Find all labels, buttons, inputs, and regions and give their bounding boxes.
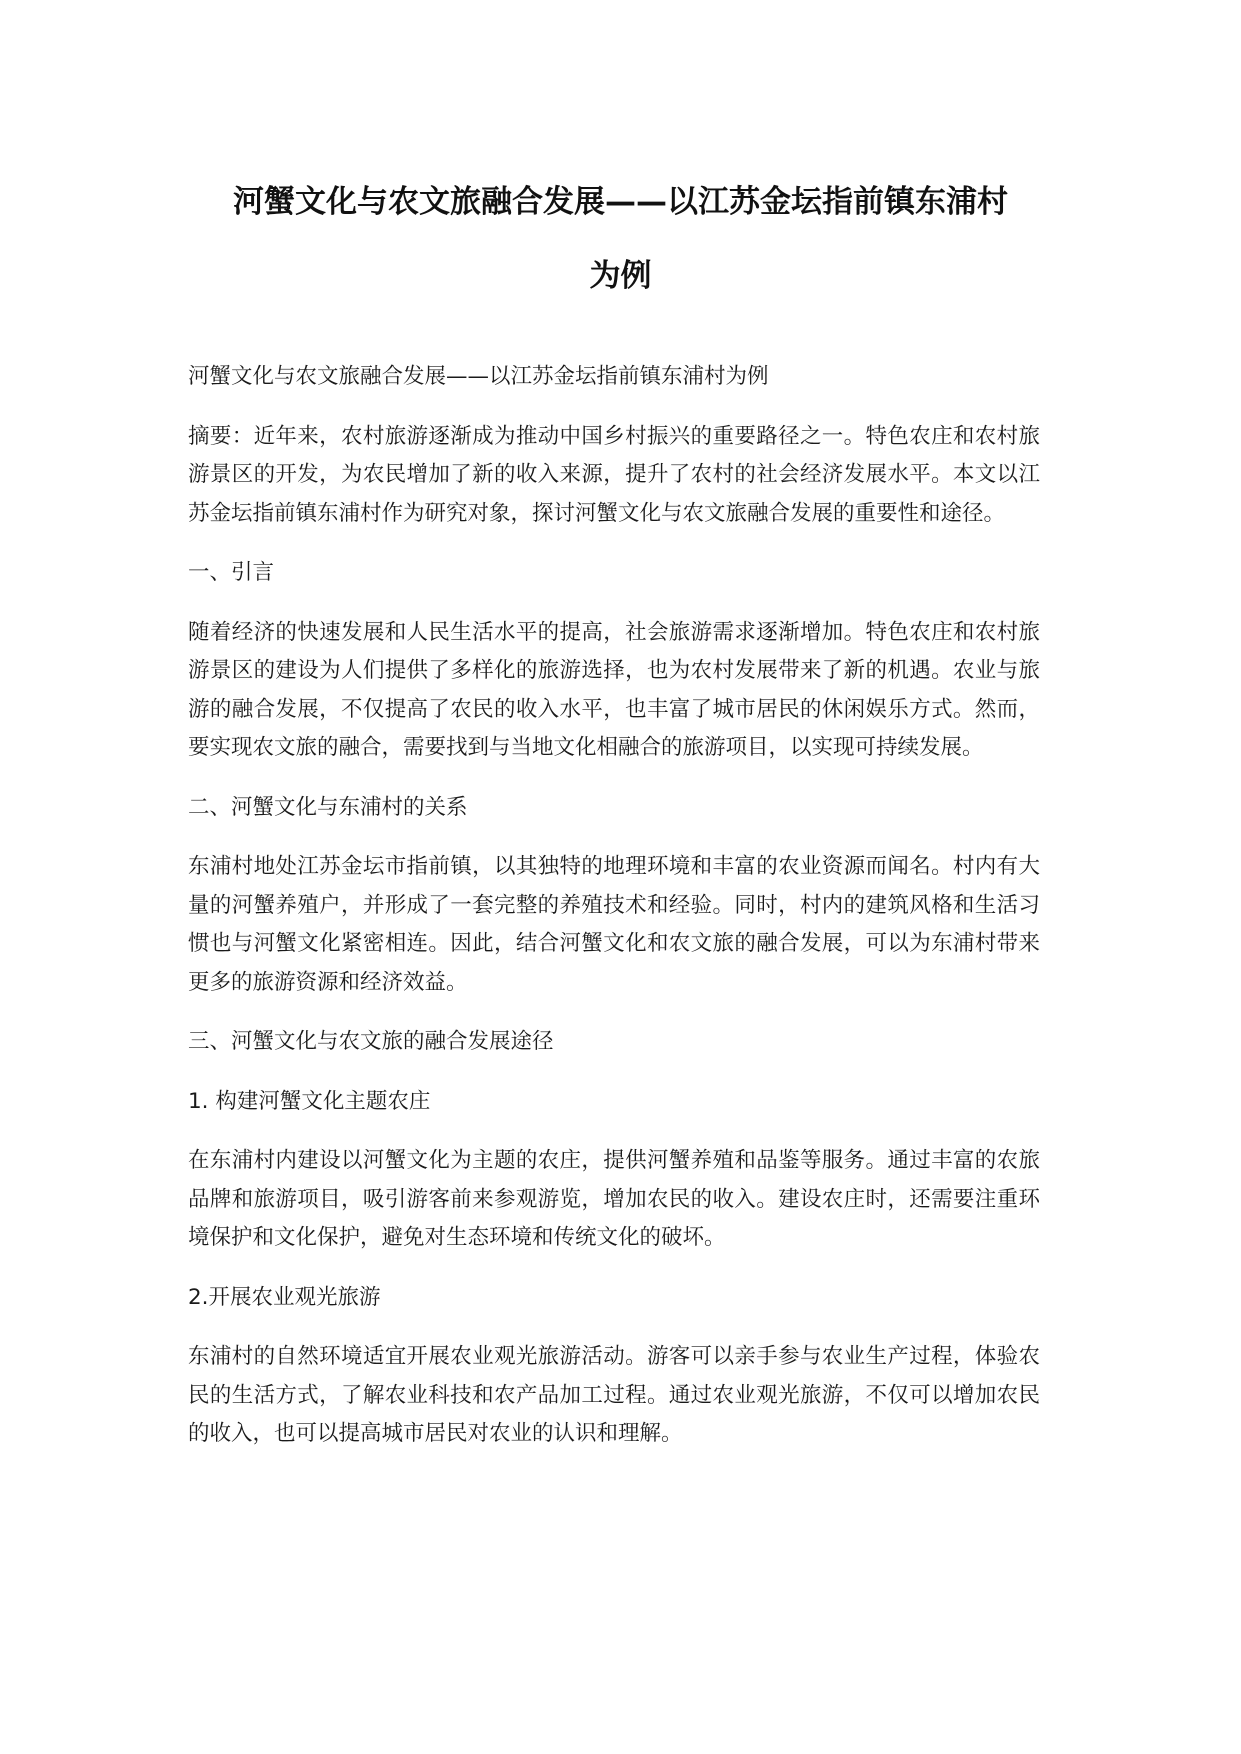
- subsection-heading-theme-farm: 1. 构建河蟹文化主题农庄: [188, 1088, 431, 1114]
- section-heading-integration-paths: 三、河蟹文化与农文旅的融合发展途径: [188, 1029, 554, 1054]
- document-title-line-1: 河蟹文化与农文旅融合发展——以江苏金坛指前镇东浦村: [233, 184, 1008, 220]
- body-paragraph: 在东浦村内建设以河蟹文化为主题的农庄，提供河蟹养殖和品鉴等服务。通过丰富的农旅品牌和旅游项目，吸引游客前来参观游览，增加农民的收入。建设农庄时，还需要注重环境保护和文化保护，避免对生态环境和传统文化的破坏。: [188, 1148, 1040, 1250]
- body-paragraph: 东浦村地处江苏金坛市指前镇，以其独特的地理环境和丰富的农业资源而闻名。村内有大量的河蟹养殖户，并形成了一套完整的养殖技术和经验。同时，村内的建筑风格和生活习惯也与河蟹文化紧密相连。因此，结合河蟹文化和农文旅的融合发展，可以为东浦村带来更多的旅游资源和经济效益。: [188, 854, 1040, 995]
- body-paragraph: 东浦村的自然环境适宜开展农业观光旅游活动。游客可以亲手参与农业生产过程，体验农民的生活方式，了解农业科技和农产品加工过程。通过农业观光旅游，不仅可以增加农民的收入，也可以提高城市居民对农业的认识和理解。: [188, 1344, 1040, 1446]
- section-heading-relationship: 二、河蟹文化与东浦村的关系: [188, 794, 468, 820]
- subsection-heading-agri-tourism: 2.开展农业观光旅游: [188, 1284, 381, 1310]
- document-body: [188, 358, 1040, 1454]
- section-heading-introduction: 一、引言: [188, 560, 275, 585]
- document-title-line-2: 为例: [589, 258, 652, 294]
- subtitle-paragraph: 河蟹文化与农文旅融合发展——以江苏金坛指前镇东浦村为例: [188, 364, 769, 389]
- body-paragraph: 随着经济的快速发展和人民生活水平的提高，社会旅游需求逐渐增加。特色农庄和农村旅游景区的建设为人们提供了多样化的旅游选择，也为农村发展带来了新的机遇。农业与旅游的融合发展，不仅提高了农民的收入水平，也丰富了城市居民的休闲娱乐方式。然而，要实现农文旅的融合，需要找到与当地文化相融合的旅游项目，以实现可持续发展。: [188, 619, 1040, 760]
- abstract-paragraph: 摘要：近年来，农村旅游逐渐成为推动中国乡村振兴的重要路径之一。特色农庄和农村旅游景区的开发，为农民增加了新的收入来源，提升了农村的社会经济发展水平。本文以江苏金坛指前镇东浦村作为研究对象，探讨河蟹文化与农文旅融合发展的重要性和途径。: [188, 423, 1040, 526]
